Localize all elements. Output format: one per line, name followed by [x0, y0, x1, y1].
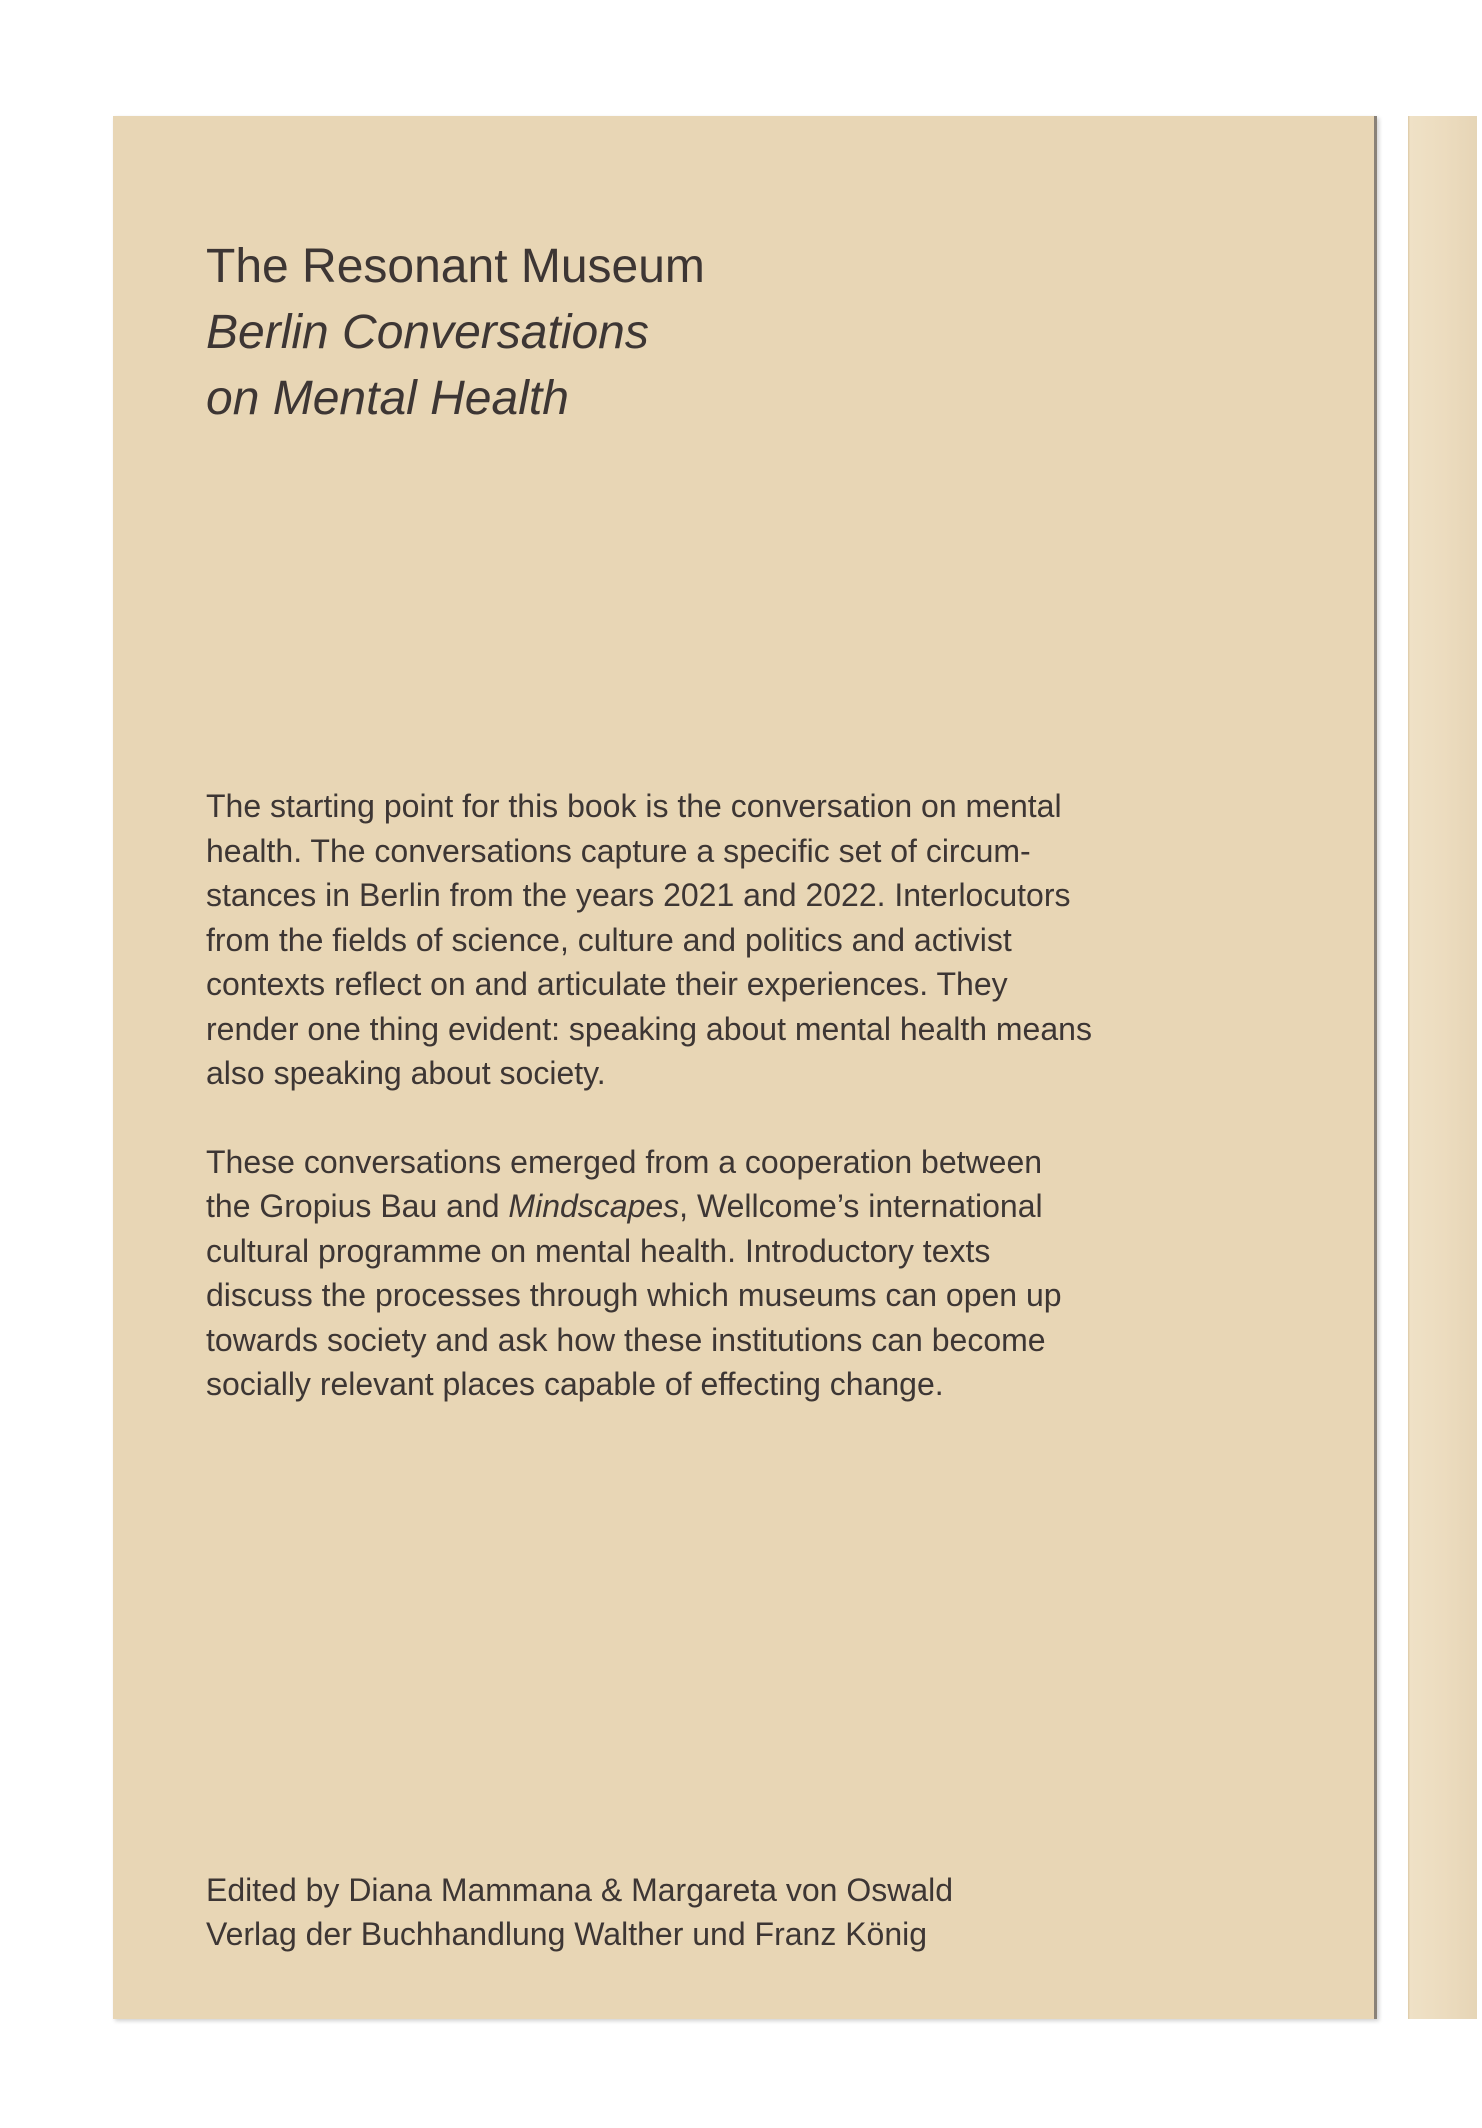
text-line: health. The conversations capture a specific set of circum- [206, 832, 1031, 869]
spine-strip [1410, 116, 1477, 2019]
publisher-line: Verlag der Buchhandlung Walther und Franz König [206, 1916, 928, 1952]
blurb-paragraph-2 [206, 1140, 1346, 1407]
text-segment: , Wellcome’s international [679, 1188, 1043, 1224]
text-line: contexts reflect on and articulate their experiences. They [206, 966, 1008, 1002]
text-line: discuss the processes through which museums can open up [206, 1277, 1062, 1313]
book-back-cover [113, 116, 1377, 2019]
text-line [206, 1188, 1043, 1224]
text-line: socially relevant places capable of effecting change. [206, 1366, 944, 1402]
title-block [206, 234, 1106, 432]
book-subtitle-line-1: Berlin Conversations [206, 306, 649, 359]
text-line: render one thing evident: speaking about mental health means [206, 1010, 1092, 1047]
blurb-paragraph-1 [206, 784, 1346, 1096]
text-line: stances in Berlin from the years 2021 and 2022. Interlocutors [206, 877, 1071, 913]
programme-name: Mindscapes [508, 1188, 680, 1224]
text-segment: the Gropius Bau and [206, 1188, 509, 1224]
text-line: The starting point for this book is the conversation on mental [206, 788, 1062, 824]
blurb [206, 784, 1346, 1451]
text-line: also speaking about society. [206, 1055, 606, 1091]
book-title: The Resonant Museum [206, 240, 705, 293]
text-line: cultural programme on mental health. Introductory texts [206, 1232, 991, 1269]
credits [206, 1868, 1306, 1956]
book-subtitle-line-2: on Mental Health [206, 372, 569, 425]
text-line: These conversations emerged from a cooperation between [206, 1143, 1043, 1180]
text-line: towards society and ask how these institutions can become [206, 1321, 1046, 1358]
editors-line: Edited by Diana Mammana & Margareta von Oswald [206, 1872, 954, 1908]
text-line: from the fields of science, culture and politics and activist [206, 921, 1012, 958]
cover-edge [1374, 116, 1377, 2019]
